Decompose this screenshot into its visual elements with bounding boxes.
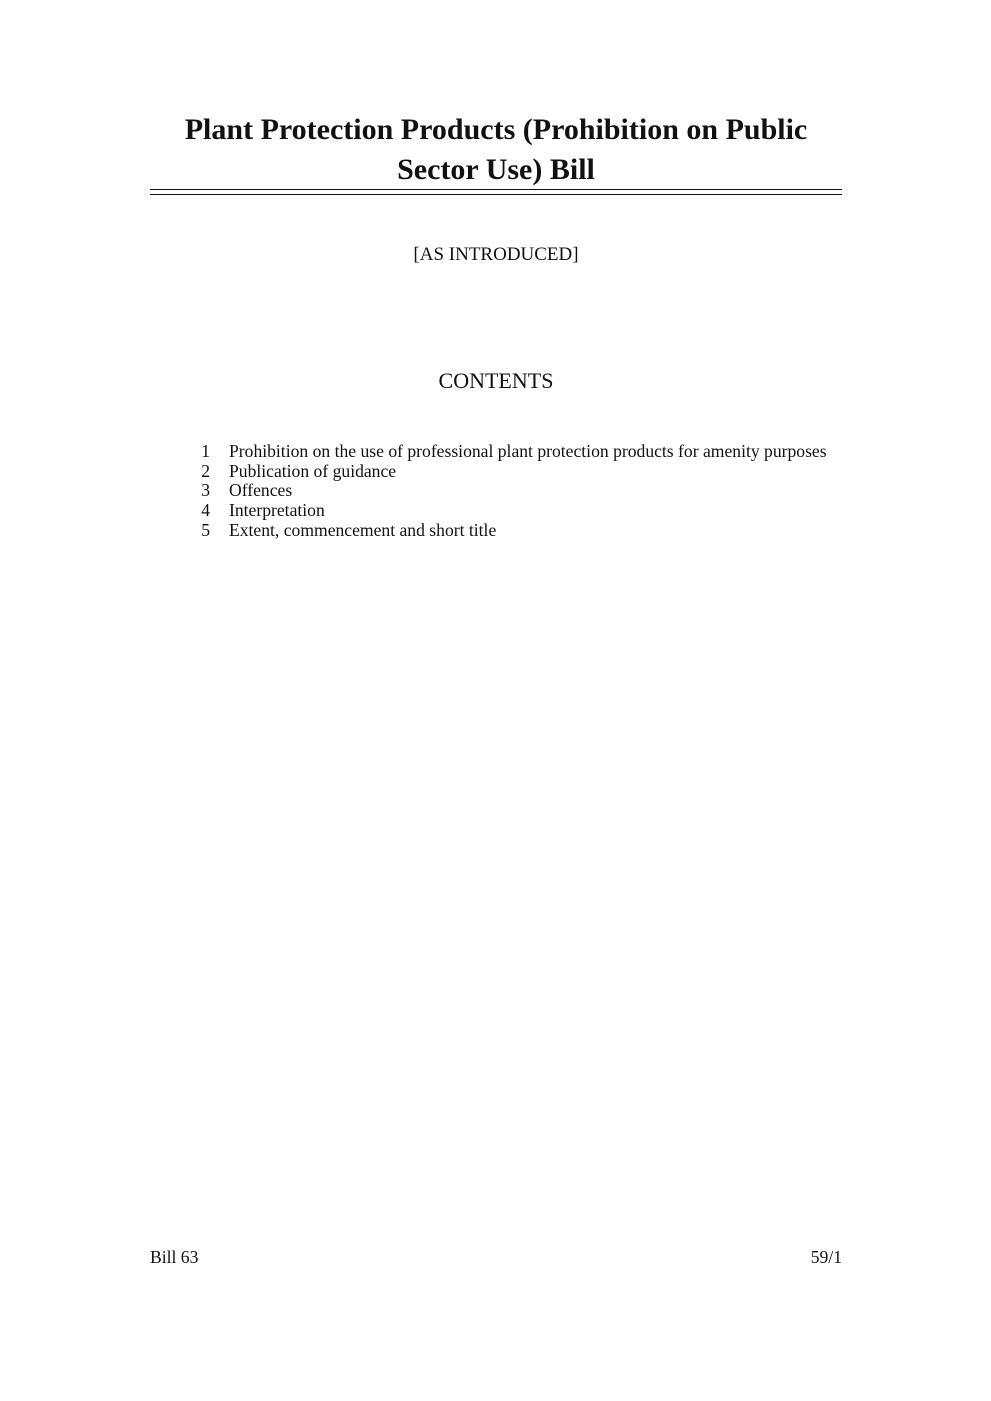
contents-item-text: Publication of guidance [229,460,397,481]
bill-status: [AS INTRODUCED] [413,244,579,265]
contents-item-number: 2 [201,460,210,481]
contents-item-number: 3 [201,480,210,501]
contents-item [188,442,848,462]
footer-bill-number: Bill 63 [150,1247,199,1267]
contents-item [188,481,848,501]
bill-title: Plant Protection Products (Prohibition on Public Sector Use) Bill [184,113,808,186]
contents-item [188,501,848,521]
contents-item [188,462,848,482]
title-rule-bottom [150,194,842,195]
contents-item [188,521,848,541]
contents-item-text: Interpretation [229,500,325,521]
contents-item-number: 5 [201,519,210,540]
footer-session-reference: 59/1 [810,1247,842,1267]
contents-heading: CONTENTS [438,368,554,393]
contents-item-number: 1 [201,441,210,461]
contents-list [188,442,848,541]
contents-item-text: Prohibition on the use of professional plant protection products for amenity purposes [229,441,827,461]
title-rule-top [150,189,842,190]
contents-item-text: Offences [229,480,293,501]
contents-item-number: 4 [201,500,210,521]
contents-item-text: Extent, commencement and short title [229,519,497,540]
